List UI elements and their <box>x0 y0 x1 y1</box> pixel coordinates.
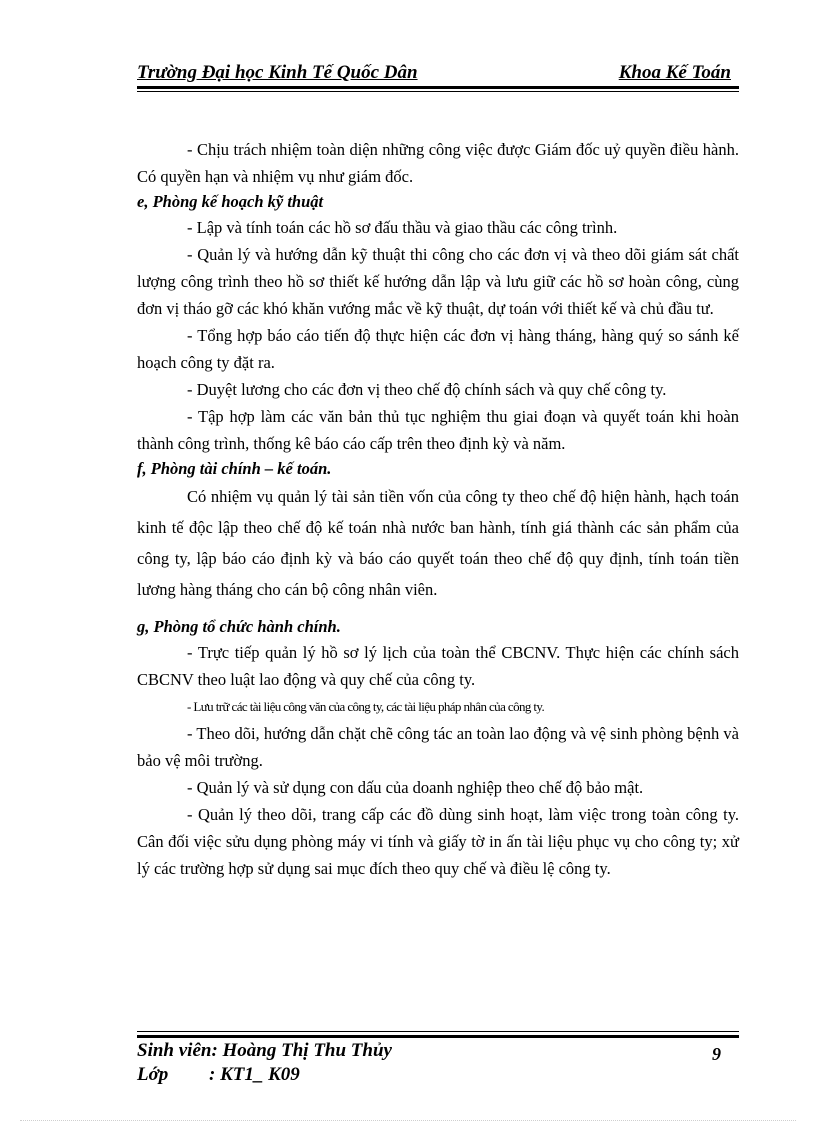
paragraph: - Quản lý và hướng dẫn kỹ thuật thi công cho các đơn vị và theo dõi giám sát chất lượng công trình theo hồ sơ thiết kế hướng dẫn lập và lưu giữ các hồ sơ hoàn công, cùng đơn vị tháo gỡ các khó khăn vướng mắc về kỹ thuật, dự toán với thiết kế và chủ đầu tư. <box>137 245 739 318</box>
paragraph: - Theo dõi, hướng dẫn chặt chẽ công tác an toàn lao động và vệ sinh phòng bệnh và bảo vệ môi trường. <box>137 724 739 770</box>
footer-rule-thin <box>137 1031 739 1032</box>
class-value: : KT1_ K09 <box>209 1064 300 1085</box>
student-name: Sinh viên: Hoàng Thị Thu Thủy <box>137 1040 392 1061</box>
paragraph: - Quản lý theo dõi, trang cấp các đồ dùng sinh hoạt, làm việc trong toàn công ty. Cân đối việc sửu dụng phòng máy vi tính và giấy tờ in ấn tài liệu phục vụ cho công ty; xử lý các trường hợp sử dụng sai mục đích theo quy chế và điều lệ công ty. <box>137 805 739 878</box>
section-heading-e: e, Phòng kế hoạch kỹ thuật <box>137 192 324 211</box>
page-header <box>137 62 739 88</box>
class-label: Lớp <box>137 1064 169 1085</box>
paragraph: - Quản lý và sử dụng con dấu của doanh nghiệp theo chế độ bảo mật. <box>187 778 644 797</box>
paragraph: - Lưu trữ các tài liệu công văn của công ty, các tài liệu pháp nhân của công ty. <box>187 699 545 714</box>
header-rule-thin <box>137 91 739 92</box>
document-body <box>137 136 739 882</box>
class-line <box>137 1064 300 1086</box>
paragraph: Có nhiệm vụ quản lý tài sản tiền vốn của công ty theo chế độ hiện hành, hạch toán kinh tế độc lập theo chế độ kế toán nhà nước ban hành, tính giá thành các sản phẩm của công ty, lập báo cáo định kỳ và báo cáo quyết toán theo chế độ quy định, tính toán tiền lương hàng tháng cho cán bộ công nhân viên. <box>137 487 739 599</box>
paragraph: - Tập hợp làm các văn bản thủ tục nghiệm thu giai đoạn và quyết toán khi hoàn thành công trình, thống kê báo cáo cấp trên theo định kỳ và năm. <box>137 407 739 453</box>
paragraph: - Tổng hợp báo cáo tiến độ thực hiện các đơn vị hàng tháng, hàng quý so sánh kế hoạch công ty đặt ra. <box>137 326 739 372</box>
section-heading-f: f, Phòng tài chính – kế toán. <box>137 459 332 478</box>
page-number: 9 <box>712 1044 721 1064</box>
paragraph: - Trực tiếp quản lý hồ sơ lý lịch của toàn thể CBCNV. Thực hiện các chính sách CBCNV theo luật lao động và quy chế của công ty. <box>137 643 739 689</box>
footer-rule-thick <box>137 1035 739 1038</box>
faculty-name: Khoa Kế Toán <box>618 62 731 83</box>
bottom-divider <box>20 1120 796 1121</box>
paragraph: - Lập và tính toán các hồ sơ đấu thầu và giao thầu các công trình. <box>187 218 618 237</box>
section-heading-g: g, Phòng tổ chức hành chính. <box>137 617 341 636</box>
header-rule-thick <box>137 86 739 89</box>
university-name: Trường Đại học Kinh Tế Quốc Dân <box>137 62 418 83</box>
paragraph: - Duyệt lương cho các đơn vị theo chế độ chính sách và quy chế công ty. <box>187 380 667 399</box>
paragraph: - Chịu trách nhiệm toàn diện những công việc được Giám đốc uỷ quyền điều hành. Có quyền hạn và nhiệm vụ như giám đốc. <box>137 140 739 186</box>
